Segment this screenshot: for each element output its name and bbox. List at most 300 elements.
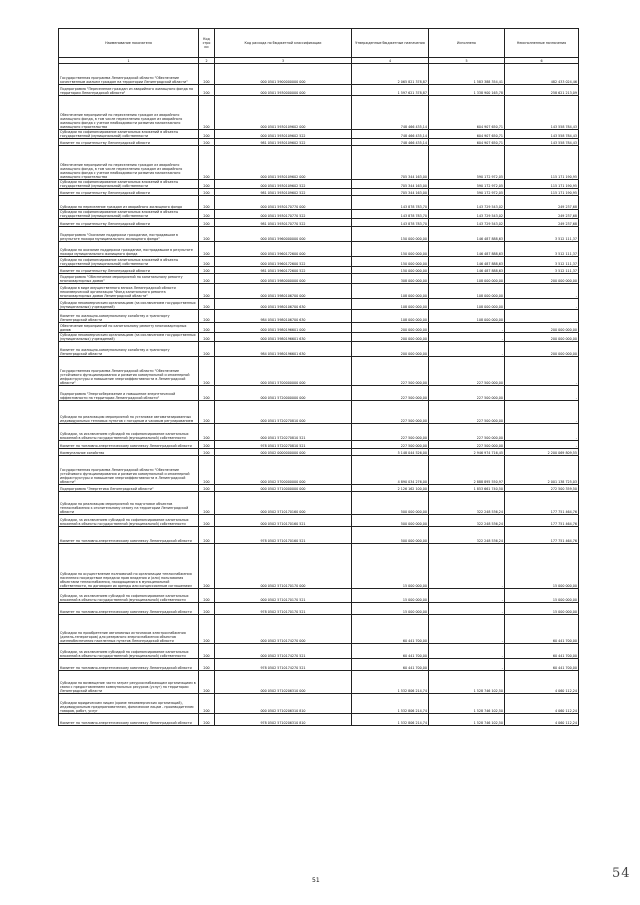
row-name: Субсидии некоммерческим организациям (за исключением государственных (муниципальных) учреждений) bbox=[59, 333, 199, 342]
row-approved: 500 000 000,00 bbox=[352, 527, 429, 544]
row-executed: 146 487 888,63 bbox=[429, 227, 505, 242]
row-approved: 500 000 000,00 bbox=[352, 492, 429, 515]
row-budget-code: 981 0501 5930170770 522 bbox=[215, 219, 352, 227]
table-row bbox=[59, 310, 579, 323]
table-row bbox=[59, 130, 579, 139]
table-row bbox=[59, 659, 579, 671]
row-budget-code: 000 0501 5900000000 000 bbox=[215, 64, 352, 85]
row-unexecuted: 272 500 359,50 bbox=[505, 485, 579, 492]
table-row bbox=[59, 267, 579, 274]
row-budget-code: 000 0501 5930109602 522 bbox=[215, 130, 352, 139]
row-unexecuted: 258 621 213,09 bbox=[505, 85, 579, 96]
row-executed: 227 500 000,00 bbox=[429, 424, 505, 441]
row-unexecuted: 200 000 000,00 bbox=[505, 333, 579, 342]
row-unexecuted: 115 171 190,95 bbox=[505, 189, 579, 196]
row-executed: - bbox=[429, 589, 505, 603]
row-budget-code: 000 0502 5710174270 521 bbox=[215, 644, 352, 659]
row-unexecuted: 249 237,68 bbox=[505, 196, 579, 210]
row-budget-code: 978 0502 5710174270 521 bbox=[215, 659, 352, 671]
row-unexecuted: 115 171 190,95 bbox=[505, 146, 579, 180]
row-unexecuted: 200 000 000,00 bbox=[505, 323, 579, 333]
row-executed: - bbox=[429, 342, 505, 357]
row-executed: - bbox=[429, 659, 505, 671]
row-budget-code: 000 0502 5710170170 521 bbox=[215, 589, 352, 603]
table-row bbox=[59, 603, 579, 615]
row-name: Субсидии, за исключением субсидий на софинансирование капитальных вложений в объекты государственной (муниципальной) собственности bbox=[59, 424, 199, 441]
row-line-code: 200 bbox=[199, 310, 215, 323]
row-name: Комитет по строительству Ленинградской области bbox=[59, 219, 199, 227]
row-approved: 705 344 163,00 bbox=[352, 189, 429, 196]
row-name: Субсидии юридическим лицам (кроме некоммерческих организаций), индивидуальным предпринимателям, физическим лицам - производителям товаров, работ, услуг bbox=[59, 694, 199, 714]
row-budget-code: 000 0501 5960172600 522 bbox=[215, 257, 352, 267]
table-row bbox=[59, 189, 579, 196]
row-line-code: 200 bbox=[199, 544, 215, 589]
row-line-code: 200 bbox=[199, 485, 215, 492]
row-line-code: 200 bbox=[199, 267, 215, 274]
row-approved: 60 441 700,00 bbox=[352, 615, 429, 644]
row-executed: 227 500 000,00 bbox=[429, 386, 505, 401]
row-executed: 227 500 000,00 bbox=[429, 401, 505, 424]
row-unexecuted: - bbox=[505, 299, 579, 310]
row-unexecuted: 143 558 784,43 bbox=[505, 139, 579, 146]
row-approved: 227 500 000,00 bbox=[352, 424, 429, 441]
row-approved: 227 500 000,00 bbox=[352, 386, 429, 401]
row-line-code: 200 bbox=[199, 357, 215, 386]
table-row bbox=[59, 456, 579, 485]
row-line-code: 200 bbox=[199, 671, 215, 694]
row-name: Государственная программа Ленинградской области "Обеспечение устойчивого функционирования и развития коммунальной и инженерной инфраструктуры и повышение энергоэффективности в Ленинградской области" bbox=[59, 456, 199, 485]
row-name: Субсидии, за исключением субсидий на софинансирование капитальных вложений в объекты государственной (муниципальной) собственности bbox=[59, 644, 199, 659]
header-line-code: Код стро ки bbox=[199, 29, 215, 58]
row-executed: 604 907 650,71 bbox=[429, 96, 505, 130]
table-body bbox=[59, 64, 579, 726]
row-approved: 150 000 000,00 bbox=[352, 242, 429, 257]
row-executed: 1 528 746 102,50 bbox=[429, 671, 505, 694]
header-budget-code: Код расхода по бюджетной классификации bbox=[215, 29, 352, 58]
row-executed: - bbox=[429, 603, 505, 615]
row-budget-code: 000 0501 5720270810 000 bbox=[215, 401, 352, 424]
row-budget-code: 000 0501 5980106700 630 bbox=[215, 299, 352, 310]
row-budget-code: 000 0501 5720000000 000 bbox=[215, 386, 352, 401]
table-row bbox=[59, 441, 579, 449]
row-executed: 322 248 536,24 bbox=[429, 492, 505, 515]
table-row bbox=[59, 589, 579, 603]
row-unexecuted: 177 751 464,76 bbox=[505, 527, 579, 544]
table-row bbox=[59, 527, 579, 544]
row-unexecuted: - bbox=[505, 401, 579, 424]
row-name: Комитет по топливно-энергетическому комплексу Ленинградской области bbox=[59, 527, 199, 544]
row-approved: 200 000 000,00 bbox=[352, 333, 429, 342]
row-name: Обеспечение мероприятий по переселению граждан из аварийного жилищного фонда, в том числе переселению граждан из аварийного жилищного фонда с учетом необходимости развития малоэтажного жилищного строительства bbox=[59, 146, 199, 180]
row-name: Субсидии на реализацию мероприятий по подготовке объектов теплоснабжения к отопительному сезону на территории Ленинградской области bbox=[59, 492, 199, 515]
row-approved: 108 000 000,00 bbox=[352, 310, 429, 323]
row-unexecuted: 3 512 111,37 bbox=[505, 242, 579, 257]
row-budget-code: 981 0501 5960172600 522 bbox=[215, 267, 352, 274]
row-unexecuted: - bbox=[505, 441, 579, 449]
row-unexecuted: 4 060 112,24 bbox=[505, 694, 579, 714]
row-name: Обеспечение мероприятий по переселению граждан из аварийного жилищного фонда, в том числе переселению граждан из аварийного жилищного фонда с учетом необходимости развития малоэтажного жилищного строительства bbox=[59, 96, 199, 130]
row-line-code: 200 bbox=[199, 342, 215, 357]
row-name: Субсидии на софинансирование капитальных вложений в объекты государственной (муниципальной) собственности bbox=[59, 130, 199, 139]
row-approved: 308 000 000,00 bbox=[352, 274, 429, 284]
row-line-code: 200 bbox=[199, 644, 215, 659]
row-executed: 108 000 000,00 bbox=[429, 284, 505, 299]
row-executed: 227 500 000,00 bbox=[429, 357, 505, 386]
row-budget-code: 000 0501 5930000000 000 bbox=[215, 85, 352, 96]
table-row bbox=[59, 180, 579, 189]
row-approved: 150 000 000,00 bbox=[352, 257, 429, 267]
row-budget-code: 000 0501 5930170770 000 bbox=[215, 196, 352, 210]
row-approved: 143 878 783,70 bbox=[352, 196, 429, 210]
table-row bbox=[59, 323, 579, 333]
row-executed: 108 000 000,00 bbox=[429, 274, 505, 284]
row-approved: 500 000 000,00 bbox=[352, 515, 429, 527]
row-line-code: 200 bbox=[199, 196, 215, 210]
row-name: Субсидии некоммерческим организациям (за исключением государственных (муниципальных) учреждений) bbox=[59, 299, 199, 310]
row-name: Подпрограмма "Обеспечение мероприятий по капитальному ремонту многоквартирных домов" bbox=[59, 274, 199, 284]
row-executed: 146 487 888,63 bbox=[429, 242, 505, 257]
row-name: Подпрограмма "Энергетика Ленинградской области" bbox=[59, 485, 199, 492]
table-row bbox=[59, 386, 579, 401]
row-name: Субсидии, за исключением субсидий на софинансирование капитальных вложений в объекты государственной (муниципальной) собственности bbox=[59, 515, 199, 527]
row-approved: 227 500 000,00 bbox=[352, 357, 429, 386]
row-executed: 2 946 974 716,45 bbox=[429, 449, 505, 456]
row-line-code: 200 bbox=[199, 139, 215, 146]
row-approved: 1 532 806 214,74 bbox=[352, 671, 429, 694]
row-line-code: 200 bbox=[199, 527, 215, 544]
table-row bbox=[59, 274, 579, 284]
row-approved: 2 126 162 100,00 bbox=[352, 485, 429, 492]
row-line-code: 200 bbox=[199, 515, 215, 527]
row-unexecuted: 15 000 000,00 bbox=[505, 603, 579, 615]
row-line-code: 200 bbox=[199, 323, 215, 333]
table-row bbox=[59, 714, 579, 726]
row-approved: 748 466 435,14 bbox=[352, 96, 429, 130]
margin-stamp: 54 bbox=[612, 866, 631, 881]
row-budget-code: 000 0502 5710170160 521 bbox=[215, 515, 352, 527]
row-name: Комитет по топливно-энергетическому комплексу Ленинградской области bbox=[59, 441, 199, 449]
row-name: Комитет по строительству Ленинградской области bbox=[59, 189, 199, 196]
row-executed: 108 000 000,00 bbox=[429, 299, 505, 310]
row-budget-code: 978 0502 5710206310 810 bbox=[215, 714, 352, 726]
row-unexecuted: 3 512 111,37 bbox=[505, 227, 579, 242]
row-line-code: 200 bbox=[199, 401, 215, 424]
row-line-code: 200 bbox=[199, 130, 215, 139]
row-executed: 108 000 000,00 bbox=[429, 310, 505, 323]
column-number: 6 bbox=[505, 58, 579, 64]
row-name: Субсидии на софинансирование капитальных вложений в объекты государственной (муниципальной) собственности bbox=[59, 180, 199, 189]
row-line-code: 200 bbox=[199, 219, 215, 227]
row-name: Субсидии на приобретение автономных источников электроснабжения (дизель-генераторов) для резервного энергоснабжения объектов жизнеобеспечения населенных пунктов Ленинградской области bbox=[59, 615, 199, 644]
row-name: Подпрограмма "Энергосбережение и повышение энергетической эффективности на территории Ленинградской области" bbox=[59, 386, 199, 401]
table-row bbox=[59, 615, 579, 644]
row-line-code: 200 bbox=[199, 386, 215, 401]
row-name: Комитет по топливно-энергетическому комплексу Ленинградской области bbox=[59, 603, 199, 615]
table-row bbox=[59, 694, 579, 714]
row-budget-code: 000 0502 5710170160 000 bbox=[215, 492, 352, 515]
row-line-code: 200 bbox=[199, 146, 215, 180]
row-executed: 590 172 972,05 bbox=[429, 189, 505, 196]
column-number: 4 bbox=[352, 58, 429, 64]
row-line-code: 200 bbox=[199, 64, 215, 85]
row-budget-code: 978 0502 5710170160 521 bbox=[215, 527, 352, 544]
row-line-code: 200 bbox=[199, 449, 215, 456]
row-unexecuted: 249 237,68 bbox=[505, 210, 579, 219]
table-row bbox=[59, 515, 579, 527]
row-budget-code: 000 0501 5930170770 522 bbox=[215, 210, 352, 219]
row-unexecuted: - bbox=[505, 284, 579, 299]
row-approved: 150 000 000,00 bbox=[352, 267, 429, 274]
table-row bbox=[59, 139, 579, 146]
table-row bbox=[59, 357, 579, 386]
table-row bbox=[59, 449, 579, 456]
row-unexecuted: 200 000 000,00 bbox=[505, 274, 579, 284]
row-executed: 322 248 536,24 bbox=[429, 527, 505, 544]
row-executed: 1 528 746 102,50 bbox=[429, 714, 505, 726]
row-line-code: 200 bbox=[199, 456, 215, 485]
row-approved: 15 000 000,00 bbox=[352, 603, 429, 615]
row-executed: 590 172 972,05 bbox=[429, 180, 505, 189]
row-approved: 748 466 435,14 bbox=[352, 130, 429, 139]
row-line-code: 200 bbox=[199, 96, 215, 130]
row-unexecuted: 143 558 784,43 bbox=[505, 130, 579, 139]
row-executed: 590 172 972,05 bbox=[429, 146, 505, 180]
row-line-code: 200 bbox=[199, 714, 215, 726]
table-row bbox=[59, 485, 579, 492]
row-unexecuted: 2 200 069 809,55 bbox=[505, 449, 579, 456]
row-unexecuted: - bbox=[505, 357, 579, 386]
row-budget-code: 978 0502 5710170170 521 bbox=[215, 603, 352, 615]
row-unexecuted: - bbox=[505, 424, 579, 441]
row-budget-code: 000 0501 5980000000 000 bbox=[215, 274, 352, 284]
row-unexecuted: 15 000 000,00 bbox=[505, 544, 579, 589]
row-executed: 1 583 388 354,41 bbox=[429, 64, 505, 85]
row-executed: 604 907 650,71 bbox=[429, 130, 505, 139]
table-row bbox=[59, 219, 579, 227]
row-budget-code: 981 0501 5930109602 522 bbox=[215, 139, 352, 146]
row-executed: 227 500 000,00 bbox=[429, 441, 505, 449]
row-unexecuted: 177 751 464,76 bbox=[505, 515, 579, 527]
row-line-code: 200 bbox=[199, 424, 215, 441]
row-name: Комитет по строительству Ленинградской области bbox=[59, 267, 199, 274]
row-executed: 1 853 661 740,50 bbox=[429, 485, 505, 492]
table-row bbox=[59, 401, 579, 424]
row-unexecuted: 115 171 190,95 bbox=[505, 180, 579, 189]
table-row bbox=[59, 424, 579, 441]
row-approved: 1 597 621 378,87 bbox=[352, 85, 429, 96]
row-approved: 15 000 000,00 bbox=[352, 544, 429, 589]
table-row bbox=[59, 644, 579, 659]
row-executed: - bbox=[429, 333, 505, 342]
row-approved: 705 344 163,00 bbox=[352, 180, 429, 189]
row-name: Комитет по топливно-энергетическому комплексу Ленинградской области bbox=[59, 659, 199, 671]
row-line-code: 200 bbox=[199, 274, 215, 284]
row-approved: 60 441 700,00 bbox=[352, 644, 429, 659]
row-unexecuted: 4 060 112,24 bbox=[505, 671, 579, 694]
row-line-code: 200 bbox=[199, 441, 215, 449]
row-name: Субсидии на осуществление полномочий по организации теплоснабжения населения посредством передачи прав владения и (или) пользования объектами теплоснабжения, находящимися в муниципальной собственности, по договорам их аренды или концессионным соглашениям bbox=[59, 544, 199, 589]
row-executed: - bbox=[429, 544, 505, 589]
row-approved: 150 000 000,00 bbox=[352, 227, 429, 242]
row-executed: 143 729 543,02 bbox=[429, 196, 505, 210]
row-budget-code: 000 0501 5960000000 000 bbox=[215, 227, 352, 242]
table-row bbox=[59, 96, 579, 130]
row-line-code: 200 bbox=[199, 85, 215, 96]
row-executed: 143 729 543,02 bbox=[429, 219, 505, 227]
row-unexecuted: 2 001 138 725,03 bbox=[505, 456, 579, 485]
table-row bbox=[59, 257, 579, 267]
row-approved: 705 344 163,00 bbox=[352, 146, 429, 180]
row-approved: 143 878 783,70 bbox=[352, 210, 429, 219]
row-name: Комитет по строительству Ленинградской области bbox=[59, 139, 199, 146]
row-line-code: 200 bbox=[199, 492, 215, 515]
row-approved: 227 500 000,00 bbox=[352, 401, 429, 424]
row-unexecuted: 3 512 111,37 bbox=[505, 267, 579, 274]
row-name: Подпрограмма "Переселение граждан из аварийного жилищного фонда на территории Ленинградской области" bbox=[59, 85, 199, 96]
row-unexecuted: 3 512 111,37 bbox=[505, 257, 579, 267]
row-approved: 108 000 000,00 bbox=[352, 284, 429, 299]
row-name: Комитет по топливно-энергетическому комплексу Ленинградской области bbox=[59, 714, 199, 726]
row-approved: 2 065 821 378,87 bbox=[352, 64, 429, 85]
table-row bbox=[59, 64, 579, 85]
row-executed: 2 888 895 550,97 bbox=[429, 456, 505, 485]
row-executed: - bbox=[429, 323, 505, 333]
row-budget-code: 000 0502 0000000000 000 bbox=[215, 449, 352, 456]
row-line-code: 200 bbox=[199, 589, 215, 603]
row-unexecuted: 249 237,68 bbox=[505, 219, 579, 227]
row-name: Субсидии на переселение граждан из аварийного жилищного фонда bbox=[59, 196, 199, 210]
row-approved: 15 000 000,00 bbox=[352, 589, 429, 603]
page-number: 51 bbox=[312, 877, 320, 884]
table-row bbox=[59, 227, 579, 242]
table-row bbox=[59, 492, 579, 515]
table-row bbox=[59, 146, 579, 180]
row-unexecuted: 200 000 000,00 bbox=[505, 342, 579, 357]
row-name: Комитет по жилищно-коммунальному хозяйству и транспорту Ленинградской области bbox=[59, 342, 199, 357]
row-budget-code: 000 0501 5980196601 630 bbox=[215, 333, 352, 342]
row-budget-code: 000 0502 5710206310 810 bbox=[215, 694, 352, 714]
row-executed: 322 248 536,24 bbox=[429, 515, 505, 527]
row-line-code: 200 bbox=[199, 189, 215, 196]
row-line-code: 200 bbox=[199, 299, 215, 310]
row-unexecuted: 482 433 024,46 bbox=[505, 64, 579, 85]
row-line-code: 200 bbox=[199, 615, 215, 644]
row-budget-code: 000 0501 5960172600 000 bbox=[215, 242, 352, 257]
row-unexecuted: 60 441 700,00 bbox=[505, 659, 579, 671]
row-approved: 1 532 806 214,74 bbox=[352, 714, 429, 726]
row-budget-code: 984 0501 5980106700 630 bbox=[215, 310, 352, 323]
row-line-code: 200 bbox=[199, 227, 215, 242]
table-header bbox=[59, 29, 579, 64]
row-name: Государственная программа Ленинградской области "Обеспечение устойчивого функционирования и развития коммунальной и инженерной инфраструктуры и повышение энергоэффективности в Ленинградской области" bbox=[59, 357, 199, 386]
row-budget-code: 000 0501 5930109602 522 bbox=[215, 180, 352, 189]
row-approved: 143 878 783,70 bbox=[352, 219, 429, 227]
row-budget-code: 000 0502 5710000000 000 bbox=[215, 485, 352, 492]
row-line-code: 200 bbox=[199, 659, 215, 671]
table-row bbox=[59, 333, 579, 342]
budget-execution-sheet bbox=[58, 28, 578, 726]
row-budget-code: 000 0501 5980106700 000 bbox=[215, 284, 352, 299]
table-row bbox=[59, 210, 579, 219]
row-name: Субсидии, за исключением субсидий на софинансирование капитальных вложений в объекты государственной (муниципальной) собственности bbox=[59, 589, 199, 603]
row-line-code: 200 bbox=[199, 210, 215, 219]
column-number: 2 bbox=[199, 58, 215, 64]
row-approved: 4 890 034 276,00 bbox=[352, 456, 429, 485]
row-approved: 200 000 000,00 bbox=[352, 323, 429, 333]
table-row bbox=[59, 284, 579, 299]
row-approved: 60 441 700,00 bbox=[352, 659, 429, 671]
table-row bbox=[59, 671, 579, 694]
header-approved: Утвержденные бюджетные назначения bbox=[352, 29, 429, 58]
row-name: Субсидии на софинансирование капитальных вложений в объекты государственной (муниципальной) собственности bbox=[59, 257, 199, 267]
row-executed: 604 907 650,71 bbox=[429, 139, 505, 146]
column-number: 3 bbox=[215, 58, 352, 64]
row-budget-code: 981 0501 5930109602 522 bbox=[215, 189, 352, 196]
row-approved: 748 466 435,14 bbox=[352, 139, 429, 146]
row-budget-code: 984 0501 5980196601 630 bbox=[215, 342, 352, 357]
column-number: 5 bbox=[429, 58, 505, 64]
row-line-code: 200 bbox=[199, 242, 215, 257]
row-unexecuted: 60 441 700,00 bbox=[505, 615, 579, 644]
row-executed: 146 487 888,63 bbox=[429, 257, 505, 267]
row-name: Подпрограмма "Оказание поддержки гражданам, пострадавшим в результате пожара муниципального жилищного фонда" bbox=[59, 227, 199, 242]
row-line-code: 200 bbox=[199, 284, 215, 299]
table-row bbox=[59, 342, 579, 357]
table-row bbox=[59, 299, 579, 310]
row-approved: 227 500 000,00 bbox=[352, 441, 429, 449]
table-row bbox=[59, 85, 579, 96]
row-executed: 146 487 888,63 bbox=[429, 267, 505, 274]
row-budget-code: 000 0501 5930109602 000 bbox=[215, 96, 352, 130]
row-unexecuted: 4 060 112,24 bbox=[505, 714, 579, 726]
row-unexecuted: 143 558 784,43 bbox=[505, 96, 579, 130]
row-approved: 108 000 000,00 bbox=[352, 299, 429, 310]
row-name: Обеспечение мероприятий по капитальному ремонту многоквартирных домов bbox=[59, 323, 199, 333]
row-name: Субсидии на софинансирование капитальных вложений в объекты государственной (муниципальной) собственности bbox=[59, 210, 199, 219]
row-name: Государственная программа Ленинградской области "Обеспечение качественным жильем граждан на территории Ленинградской области" bbox=[59, 64, 199, 85]
row-budget-code: 000 0501 5700000000 000 bbox=[215, 357, 352, 386]
column-number: 1 bbox=[59, 58, 199, 64]
table-row bbox=[59, 242, 579, 257]
header-name: Наименование показателя bbox=[59, 29, 199, 58]
row-budget-code: 000 0502 5710174270 000 bbox=[215, 615, 352, 644]
row-name: Субсидии на реализацию мероприятий по установке автоматизированных индивидуальных тепловых пунктов с погодным и часовым регулированием bbox=[59, 401, 199, 424]
row-executed: 1 528 746 102,50 bbox=[429, 694, 505, 714]
budget-table bbox=[58, 28, 579, 726]
row-unexecuted: - bbox=[505, 310, 579, 323]
row-budget-code: 978 0501 5720270810 521 bbox=[215, 441, 352, 449]
row-line-code: 200 bbox=[199, 257, 215, 267]
row-line-code: 200 bbox=[199, 180, 215, 189]
row-approved: 5 148 044 526,00 bbox=[352, 449, 429, 456]
header-executed: Исполнено bbox=[429, 29, 505, 58]
table-row bbox=[59, 544, 579, 589]
row-unexecuted: 15 000 000,00 bbox=[505, 589, 579, 603]
row-name: Комитет по жилищно-коммунальному хозяйству и транспорту Ленинградской области bbox=[59, 310, 199, 323]
row-name: Субсидии на оказание поддержки гражданам, пострадавшим в результате пожара муниципального жилищного фонда bbox=[59, 242, 199, 257]
row-budget-code: 000 0501 5980196601 000 bbox=[215, 323, 352, 333]
row-name: Субсидии в виде имущественного взноса Ленинградской области некоммерческой организации "Фонд капитального ремонта многоквартирных домов Ленинградской области" bbox=[59, 284, 199, 299]
row-unexecuted: 60 441 700,00 bbox=[505, 644, 579, 659]
row-executed: 1 338 900 165,78 bbox=[429, 85, 505, 96]
row-name: Субсидии на возмещение части затрат ресурсоснабжающим организациям в связи с предоставлением коммунальных ресурсов (услуг) на территории Ленинградской области bbox=[59, 671, 199, 694]
row-approved: 1 532 806 214,74 bbox=[352, 694, 429, 714]
row-line-code: 200 bbox=[199, 333, 215, 342]
row-unexecuted: - bbox=[505, 386, 579, 401]
row-budget-code: 000 0501 5720270810 521 bbox=[215, 424, 352, 441]
row-budget-code: 000 0501 5930109602 000 bbox=[215, 146, 352, 180]
row-line-code: 200 bbox=[199, 694, 215, 714]
